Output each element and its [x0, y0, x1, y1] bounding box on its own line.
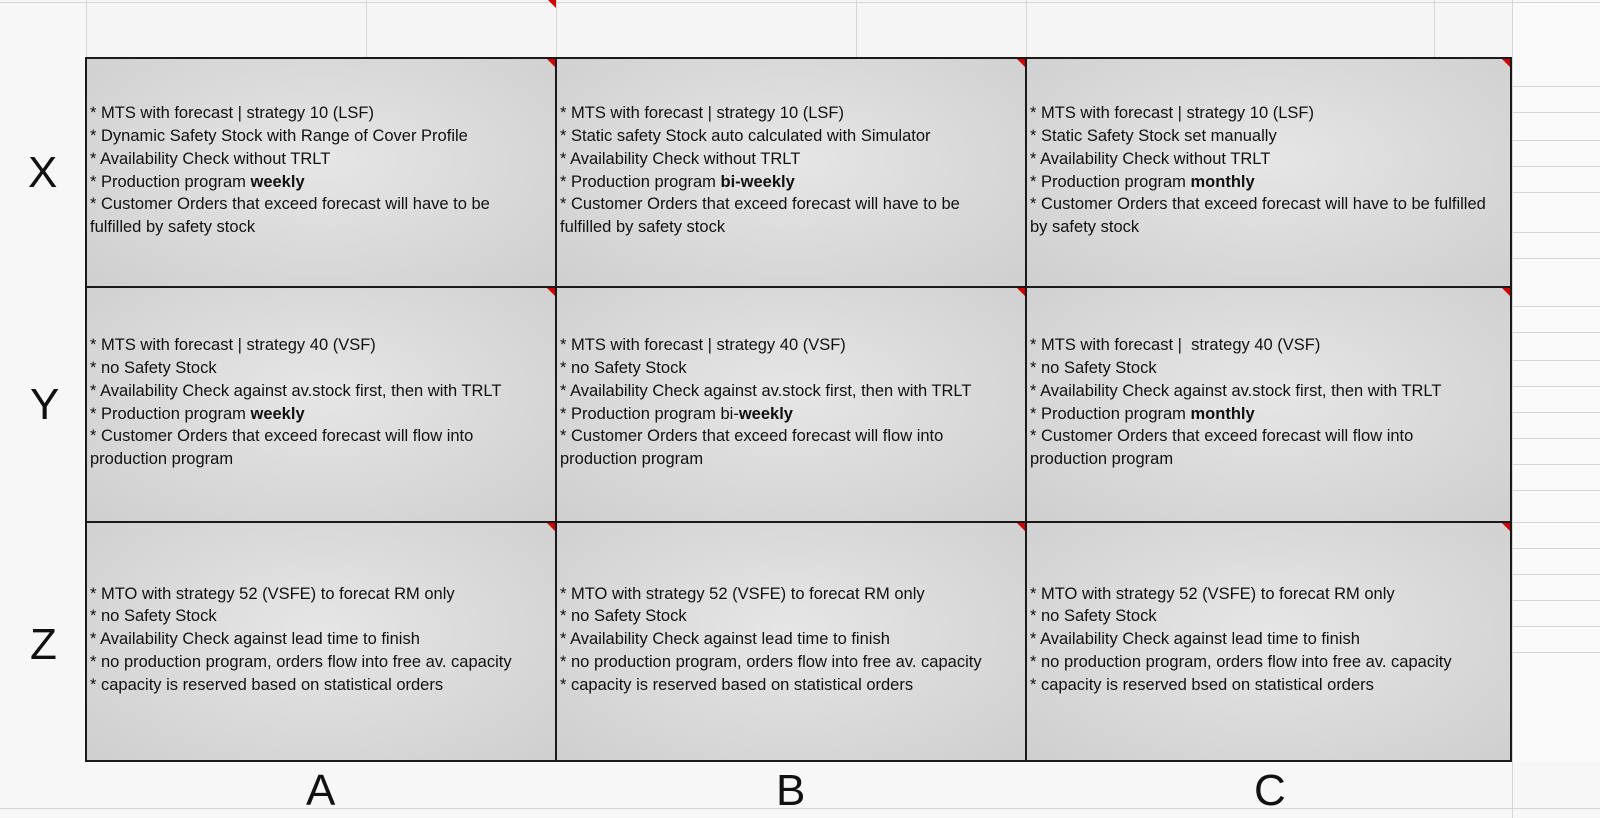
cell-line: [1030, 357, 1441, 380]
cell-line: [90, 403, 501, 426]
cell-line-text: * MTO with strategy 52 (VSFE) to forecat RM only: [90, 584, 455, 603]
cell-line-text: * Availability Check against lead time to finish: [1030, 630, 1360, 649]
cell-line-emphasis: weekly: [738, 404, 793, 423]
cell-line: [1030, 425, 1441, 448]
gridline: [1512, 360, 1600, 361]
cell-line: [560, 193, 960, 216]
cell-line: [1030, 148, 1486, 171]
cell-line-text: production program: [560, 450, 704, 469]
gridline: [1512, 600, 1600, 601]
cell-line: [90, 102, 490, 125]
cell-text: [90, 583, 512, 697]
cell-line-emphasis: weekly: [250, 172, 305, 191]
comment-marker-icon: [1502, 523, 1510, 531]
cell-line: [1030, 605, 1452, 628]
cell-line-emphasis: weekly: [250, 404, 305, 423]
cell-line: [90, 605, 512, 628]
gridline: [0, 2, 1600, 3]
comment-marker-icon: [1502, 288, 1510, 296]
gridline: [366, 0, 367, 58]
gridline: [1512, 112, 1600, 113]
gridline: [1512, 490, 1600, 491]
gridline: [1512, 574, 1600, 575]
cell-line: [90, 193, 490, 216]
gridline: [1512, 438, 1600, 439]
gridline: [856, 0, 857, 58]
cell-line-text: fulfilled by safety stock: [90, 218, 256, 237]
cell-line-text: * no production program, orders flow into free av. capacity: [560, 652, 982, 671]
comment-marker-icon: [1017, 288, 1025, 296]
cell-line: [560, 125, 960, 148]
cell-text: [560, 334, 971, 471]
cell-line-text: * Customer Orders that exceed forecast will flow into: [90, 427, 474, 446]
cell-line-text: * Production program: [90, 172, 251, 191]
cell-line-text: * no Safety Stock: [90, 607, 217, 626]
cell-line: [1030, 403, 1441, 426]
gridline: [1434, 0, 1435, 58]
cell-line-text: * Customer Orders that exceed forecast will flow into: [1030, 427, 1414, 446]
gridline: [1512, 258, 1600, 259]
cell-line-text: * no Safety Stock: [560, 607, 687, 626]
cell-line: [1030, 674, 1452, 697]
cell-line-text: * no production program, orders flow into free av. capacity: [1030, 652, 1452, 671]
cell-line-text: * Production program bi-: [560, 404, 739, 423]
sheet-right-area: [1512, 0, 1600, 818]
cell-line-text: * no Safety Stock: [90, 358, 217, 377]
cell-line-text: * MTS with forecast | strategy 10 (LSF): [1030, 104, 1314, 123]
cell-line-text: * MTO with strategy 52 (VSFE) to forecat RM only: [560, 584, 925, 603]
cell-line-text: * Availability Check against av.stock first, then with TRLT: [1030, 381, 1442, 400]
cell-line-text: * Availability Check without TRLT: [90, 149, 331, 168]
cell-line-emphasis: monthly: [1190, 172, 1255, 191]
matrix-cell-za[interactable]: [87, 523, 557, 760]
cell-line: [90, 628, 512, 651]
matrix-cell-yc[interactable]: [1027, 288, 1510, 523]
cell-line-text: * capacity is reserved based on statistical orders: [90, 675, 444, 694]
cell-text: [560, 102, 960, 239]
cell-line-text: fulfilled by safety stock: [560, 218, 726, 237]
cell-text: [1030, 102, 1486, 239]
gridline: [1512, 522, 1600, 523]
strategy-matrix: [85, 57, 1512, 762]
gridline: [1512, 332, 1600, 333]
cell-line: [1030, 171, 1486, 194]
gridline: [1512, 548, 1600, 549]
gridline: [1512, 86, 1600, 87]
cell-line-text: * Availability Check against lead time to finish: [90, 630, 420, 649]
matrix-cell-zc[interactable]: [1027, 523, 1510, 760]
cell-line: [90, 357, 501, 380]
cell-line: [1030, 628, 1452, 651]
cell-line: [560, 357, 971, 380]
cell-line-text: * Availability Check against lead time to finish: [560, 630, 890, 649]
cell-line: [1030, 334, 1441, 357]
cell-line: [560, 403, 971, 426]
cell-line: [1030, 102, 1486, 125]
cell-line: [90, 583, 512, 606]
column-label-a: A: [306, 766, 336, 815]
cell-line-text: * no Safety Stock: [1030, 607, 1157, 626]
cell-line-text: * Production program: [1030, 404, 1191, 423]
cell-line-text: * Availability Check without TRLT: [1030, 149, 1271, 168]
cell-line-text: * Availability Check against av.stock first, then with TRLT: [90, 381, 502, 400]
cell-line: [560, 425, 971, 448]
cell-line-text: * Customer Orders that exceed forecast will flow into: [560, 427, 944, 446]
cell-line: [1030, 125, 1486, 148]
cell-line: [560, 102, 960, 125]
row-label-y: Y: [30, 380, 60, 429]
cell-line: [560, 380, 971, 403]
cell-line-text: by safety stock: [1030, 218, 1140, 237]
cell-line-text: * MTS with forecast | strategy 40 (VSF): [1030, 336, 1321, 355]
cell-line-text: * Static Safety Stock set manually: [1030, 126, 1277, 145]
cell-line: [90, 651, 512, 674]
gridline: [1512, 140, 1600, 141]
cell-line: [1030, 216, 1486, 239]
cell-line-text: * no production program, orders flow into free av. capacity: [90, 652, 512, 671]
gridline: [1512, 386, 1600, 387]
cell-line: [560, 148, 960, 171]
cell-line: [1030, 193, 1486, 216]
cell-line-text: * no Safety Stock: [1030, 358, 1157, 377]
cell-line: [560, 334, 971, 357]
cell-line: [560, 674, 982, 697]
matrix-cell-xb[interactable]: [557, 59, 1027, 288]
cell-line-text: * Customer Orders that exceed forecast will have to be fulfilled: [1030, 195, 1486, 214]
cell-line: [90, 125, 490, 148]
column-label-b: B: [776, 766, 806, 815]
cell-text: [560, 583, 982, 697]
cell-line-emphasis: monthly: [1190, 404, 1255, 423]
matrix-cell-xc[interactable]: [1027, 59, 1510, 288]
cell-line-text: production program: [1030, 450, 1174, 469]
cell-line-text: * Customer Orders that exceed forecast will have to be: [90, 195, 490, 214]
cell-line-text: * Production program: [1030, 172, 1191, 191]
cell-line-emphasis: bi-weekly: [720, 172, 795, 191]
cell-line-text: * Production program: [560, 172, 721, 191]
cell-line: [560, 171, 960, 194]
gridline: [1512, 464, 1600, 465]
comment-marker-icon: [1502, 59, 1510, 67]
cell-line-text: * Availability Check against av.stock first, then with TRLT: [560, 381, 972, 400]
cell-line: [90, 674, 512, 697]
comment-marker-icon: [1017, 523, 1025, 531]
gridline: [556, 0, 557, 58]
gridline: [1512, 652, 1600, 653]
cell-line: [560, 448, 971, 471]
gridline: [1512, 0, 1513, 818]
cell-line-text: * Production program: [90, 404, 251, 423]
cell-line: [90, 334, 501, 357]
cell-text: [90, 334, 501, 471]
sheet-header-area: [0, 0, 1600, 58]
gridline: [1512, 166, 1600, 167]
cell-line-text: * capacity is reserved based on statistical orders: [560, 675, 914, 694]
matrix-cell-zb[interactable]: [557, 523, 1027, 760]
gridline: [1026, 0, 1027, 58]
cell-line-text: * Customer Orders that exceed forecast will have to be: [560, 195, 960, 214]
gridline: [1512, 232, 1600, 233]
row-label-z: Z: [30, 620, 57, 669]
cell-line-text: * no Safety Stock: [560, 358, 687, 377]
cell-line: [560, 583, 982, 606]
cell-line: [1030, 380, 1441, 403]
gridline: [1512, 306, 1600, 307]
row-label-x: X: [28, 148, 58, 197]
cell-line: [90, 171, 490, 194]
cell-line-text: * capacity is reserved bsed on statistical orders: [1030, 675, 1374, 694]
cell-line-text: * MTS with forecast | strategy 40 (VSF): [90, 336, 376, 355]
cell-text: [90, 102, 490, 239]
cell-text: [1030, 334, 1441, 471]
matrix-cell-yb[interactable]: [557, 288, 1027, 523]
gridline: [1512, 626, 1600, 627]
gridline: [1512, 192, 1600, 193]
cell-line: [560, 628, 982, 651]
comment-marker-icon: [1017, 59, 1025, 67]
cell-line: [560, 605, 982, 628]
cell-line-text: * MTS with forecast | strategy 10 (LSF): [90, 104, 374, 123]
cell-line-text: * Availability Check without TRLT: [560, 149, 801, 168]
cell-text: [1030, 583, 1452, 697]
gridline: [1512, 412, 1600, 413]
cell-line: [1030, 583, 1452, 606]
cell-line: [90, 216, 490, 239]
cell-line-text: * MTS with forecast | strategy 10 (LSF): [560, 104, 844, 123]
gridline: [86, 0, 87, 58]
cell-line-text: * Dynamic Safety Stock with Range of Cover Profile: [90, 126, 468, 145]
comment-marker-icon: [548, 0, 556, 8]
cell-line: [90, 448, 501, 471]
cell-line: [1030, 448, 1441, 471]
cell-line: [560, 651, 982, 674]
cell-line-text: production program: [90, 450, 234, 469]
cell-line: [1030, 651, 1452, 674]
comment-marker-icon: [547, 59, 555, 67]
cell-line: [90, 425, 501, 448]
cell-line-text: * MTO with strategy 52 (VSFE) to forecat RM only: [1030, 584, 1395, 603]
matrix-cell-xa[interactable]: [87, 59, 557, 288]
cell-line: [90, 380, 501, 403]
column-label-c: C: [1254, 766, 1286, 815]
comment-marker-icon: [547, 523, 555, 531]
cell-line-text: * Static safety Stock auto calculated with Simulator: [560, 126, 931, 145]
comment-marker-icon: [547, 288, 555, 296]
cell-line: [560, 216, 960, 239]
cell-line-text: * MTS with forecast | strategy 40 (VSF): [560, 336, 846, 355]
matrix-cell-ya[interactable]: [87, 288, 557, 523]
cell-line: [90, 148, 490, 171]
